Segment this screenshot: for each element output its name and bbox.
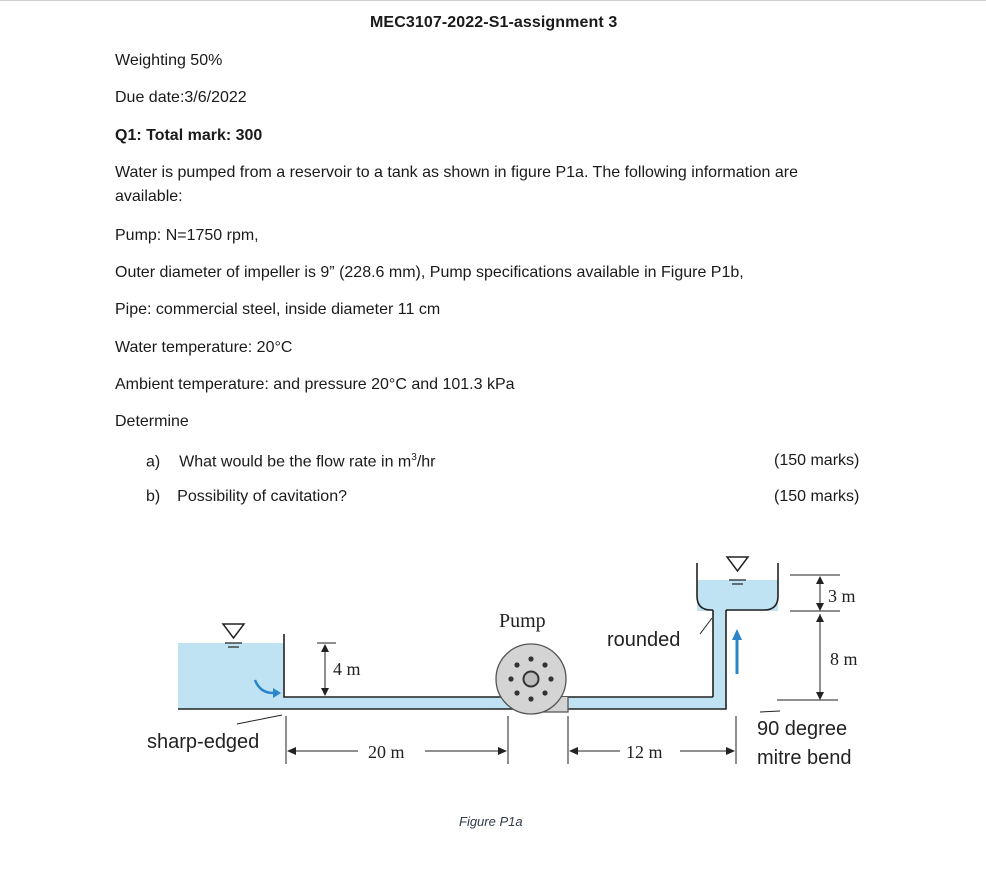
pipe-water <box>178 697 726 709</box>
weighting-line: Weighting 50% <box>115 52 223 69</box>
ambient-line: Ambient temperature: and pressure 20°C and 101.3 kPa <box>115 376 515 393</box>
reservoir-depth-label: 4 m <box>333 659 361 679</box>
question-a <box>146 452 435 471</box>
tank-depth-label: 3 m <box>828 586 856 606</box>
question-a-label: a) <box>146 453 161 471</box>
pump-speed-line: Pump: N=1750 rpm, <box>115 227 259 244</box>
riser-height-dimension <box>777 614 838 700</box>
reservoir-surface-symbol <box>223 624 244 647</box>
document-title: MEC3107-2022-S1-assignment 3 <box>370 14 618 31</box>
bend-label-line-2: mitre bend <box>757 747 852 769</box>
question-a-marks: (150 marks) <box>774 452 860 469</box>
riser-height-label: 8 m <box>830 649 858 669</box>
riser-water <box>713 610 726 709</box>
rounded-label: rounded <box>607 629 681 651</box>
left-length-label: 20 m <box>368 742 405 762</box>
question-a-text: What would be the flow rate in m <box>179 453 412 471</box>
bend-leader-line <box>760 711 780 712</box>
figure-p1a <box>0 540 986 810</box>
question-b-marks: (150 marks) <box>774 488 860 505</box>
pump-symbol <box>496 644 568 714</box>
tank-surface-symbol <box>727 557 748 584</box>
pump-label: Pump <box>499 610 546 632</box>
question-a-superscript: 3 <box>411 452 417 463</box>
figure-caption: Figure P1a <box>459 814 523 829</box>
question-b-label: b) <box>146 488 161 505</box>
question-b-text: Possibility of cavitation? <box>177 488 347 505</box>
determine-line: Determine <box>115 413 189 430</box>
tank-water <box>697 580 778 611</box>
due-date-line: Due date:3/6/2022 <box>115 89 247 106</box>
rounded-leader-line <box>700 618 712 634</box>
reservoir-water <box>178 643 284 697</box>
impeller-line: Outer diameter of impeller is 9” (228.6 mm), Pump specifications available in Figure P1b, <box>115 264 744 281</box>
water-temp-line: Water temperature: 20°C <box>115 339 293 356</box>
right-length-label: 12 m <box>626 742 663 762</box>
question-a-unit: /hr <box>416 453 436 471</box>
intro-line-1: Water is pumped from a reservoir to a tank as shown in figure P1a. The following information are <box>115 164 798 181</box>
question-b <box>146 488 347 506</box>
intro-line-2: available: <box>115 188 183 205</box>
sharp-edged-label: sharp-edged <box>147 731 260 753</box>
sharp-edged-leader-line <box>237 715 282 724</box>
pipe-line: Pipe: commercial steel, inside diameter 11 cm <box>115 301 441 318</box>
riser-flow-arrowhead <box>732 629 742 640</box>
question-heading: Q1: Total mark: 300 <box>115 127 263 144</box>
page-top-rule <box>0 0 986 1</box>
bend-label-line-1: 90 degree <box>757 718 848 740</box>
